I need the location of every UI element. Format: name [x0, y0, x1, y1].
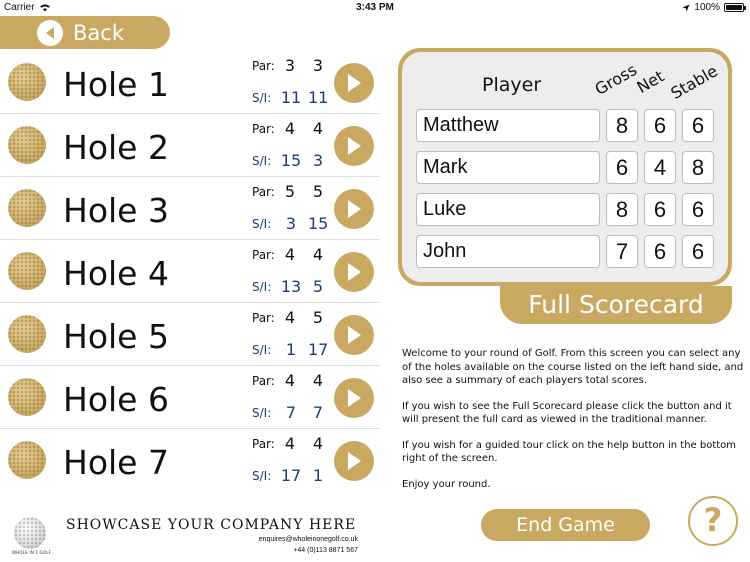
play-arrow-icon: [346, 262, 362, 282]
net-score: 6: [644, 235, 676, 268]
player-name-field[interactable]: Luke: [416, 193, 600, 226]
net-score: 6: [644, 193, 676, 226]
si-label: S/I:: [252, 154, 272, 168]
help-button[interactable]: ?: [688, 496, 738, 546]
play-arrow-icon: [346, 136, 362, 156]
hole-name: Hole 5: [63, 317, 169, 356]
net-score: 6: [644, 109, 676, 142]
si-label: S/I:: [252, 406, 272, 420]
status-bar: [0, 0, 750, 16]
back-label: Back: [73, 20, 124, 45]
par-value-1: 5: [284, 182, 296, 201]
battery-percent: 100%: [694, 2, 720, 13]
play-hole-button[interactable]: [334, 315, 374, 355]
play-arrow-icon: [346, 199, 362, 219]
stable-score: 8: [682, 151, 714, 184]
player-header: Player: [482, 74, 542, 96]
si-value-2: 17: [308, 340, 329, 359]
par-value-2: 5: [312, 308, 324, 327]
hole-row[interactable]: [0, 429, 380, 491]
hole-name: Hole 6: [63, 380, 169, 419]
si-value-1: 17: [280, 466, 302, 485]
golf-ball-icon: [8, 252, 46, 290]
net-score: 4: [644, 151, 676, 184]
stable-header: Stable: [667, 61, 721, 103]
play-arrow-icon: [346, 451, 362, 471]
back-arrow-icon: [37, 20, 63, 46]
golf-ball-icon: [8, 441, 46, 479]
gross-score: 7: [606, 235, 638, 268]
play-hole-button[interactable]: [334, 378, 374, 418]
par-label: Par:: [252, 248, 275, 262]
hole-row[interactable]: [0, 51, 380, 114]
contact-email[interactable]: enquires@wholeinonegolf.co.uk: [258, 536, 358, 543]
si-label: S/I:: [252, 280, 272, 294]
logo-ball-icon: [14, 517, 46, 549]
par-label: Par:: [252, 59, 275, 73]
stable-score: 6: [682, 235, 714, 268]
gross-score: 8: [606, 193, 638, 226]
si-value-2: 7: [312, 403, 324, 422]
par-value-2: 5: [312, 182, 324, 201]
back-button[interactable]: [0, 16, 170, 49]
info-paragraph: If you wish to see the Full Scorecard please click the button and it will present the full card as viewed in the traditional manner.: [402, 400, 732, 425]
logo-text: WHOLE IN 1 GOLF: [12, 550, 52, 555]
par-value-1: 3: [284, 56, 296, 75]
net-header: Net: [633, 66, 668, 97]
par-value-1: 4: [284, 371, 296, 390]
si-value-1: 13: [280, 277, 302, 296]
hole-row[interactable]: [0, 240, 380, 303]
holes-list[interactable]: [0, 51, 380, 491]
si-value-2: 5: [312, 277, 324, 296]
play-hole-button[interactable]: [334, 126, 374, 166]
si-value-1: 15: [280, 151, 302, 170]
play-hole-button[interactable]: [334, 252, 374, 292]
play-arrow-icon: [346, 388, 362, 408]
par-value-2: 4: [312, 245, 324, 264]
play-hole-button[interactable]: [334, 441, 374, 481]
par-value-2: 3: [312, 56, 324, 75]
status-time: 3:43 PM: [356, 2, 394, 13]
si-value-2: 3: [312, 151, 324, 170]
par-label: Par:: [252, 374, 275, 388]
hole-row[interactable]: [0, 114, 380, 177]
hole-row[interactable]: [0, 177, 380, 240]
par-value-1: 4: [284, 434, 296, 453]
battery-icon: [724, 3, 744, 12]
play-hole-button[interactable]: [334, 63, 374, 103]
par-label: Par:: [252, 437, 275, 451]
si-value-1: 7: [285, 403, 297, 422]
si-label: S/I:: [252, 343, 272, 357]
stable-score: 6: [682, 109, 714, 142]
hole-name: Hole 7: [63, 443, 169, 482]
showcase-text: SHOWCASE YOUR COMPANY HERE: [66, 517, 357, 533]
golf-ball-icon: [8, 189, 46, 227]
end-game-button[interactable]: End Game: [481, 509, 650, 541]
si-value-1: 3: [285, 214, 297, 233]
golf-ball-icon: [8, 63, 46, 101]
info-paragraph: If you wish for a guided tour click on the help button in the bottom right of the screen.: [402, 439, 737, 464]
si-label: S/I:: [252, 217, 272, 231]
hole-row[interactable]: [0, 303, 380, 366]
gross-score: 8: [606, 109, 638, 142]
player-name-field[interactable]: Mark: [416, 151, 600, 184]
play-arrow-icon: [346, 73, 362, 93]
gross-header: Gross: [591, 59, 641, 99]
hole-row[interactable]: [0, 366, 380, 429]
golf-ball-icon: [8, 378, 46, 416]
hole-name: Hole 1: [63, 65, 169, 104]
hole-name: Hole 2: [63, 128, 169, 167]
par-value-1: 4: [284, 308, 296, 327]
par-value-2: 4: [312, 371, 324, 390]
player-name-field[interactable]: Matthew: [416, 109, 600, 142]
par-value-1: 4: [284, 245, 296, 264]
par-label: Par:: [252, 122, 275, 136]
par-label: Par:: [252, 311, 275, 325]
si-value-2: 11: [308, 88, 329, 107]
contact-phone[interactable]: +44 (0)113 8871 567: [293, 547, 358, 554]
location-icon: [682, 4, 690, 12]
golf-ball-icon: [8, 126, 46, 164]
hole-name: Hole 3: [63, 191, 169, 230]
full-scorecard-button[interactable]: Full Scorecard: [500, 286, 732, 324]
info-paragraph: Enjoy your round.: [402, 478, 491, 490]
par-value-2: 4: [312, 434, 324, 453]
si-value-1: 1: [285, 340, 297, 359]
play-arrow-icon: [346, 325, 362, 345]
play-hole-button[interactable]: [334, 189, 374, 229]
carrier-label: Carrier: [4, 2, 35, 13]
gross-score: 6: [606, 151, 638, 184]
si-value-1: 11: [280, 88, 302, 107]
si-value-2: 15: [308, 214, 329, 233]
hole-name: Hole 4: [63, 254, 169, 293]
si-label: S/I:: [252, 91, 272, 105]
info-paragraph: Welcome to your round of Golf. From this screen you can select any of the holes available on the course listed on the left hand side, and also see a summary of each players total scores.: [402, 348, 744, 386]
status-right: [682, 2, 744, 13]
player-name-field[interactable]: John: [416, 235, 600, 268]
par-value-2: 4: [312, 119, 324, 138]
si-label: S/I:: [252, 469, 272, 483]
golf-ball-icon: [8, 315, 46, 353]
stable-score: 6: [682, 193, 714, 226]
info-text: [402, 347, 748, 503]
si-value-2: 1: [312, 466, 324, 485]
par-label: Par:: [252, 185, 275, 199]
par-value-1: 4: [284, 119, 296, 138]
